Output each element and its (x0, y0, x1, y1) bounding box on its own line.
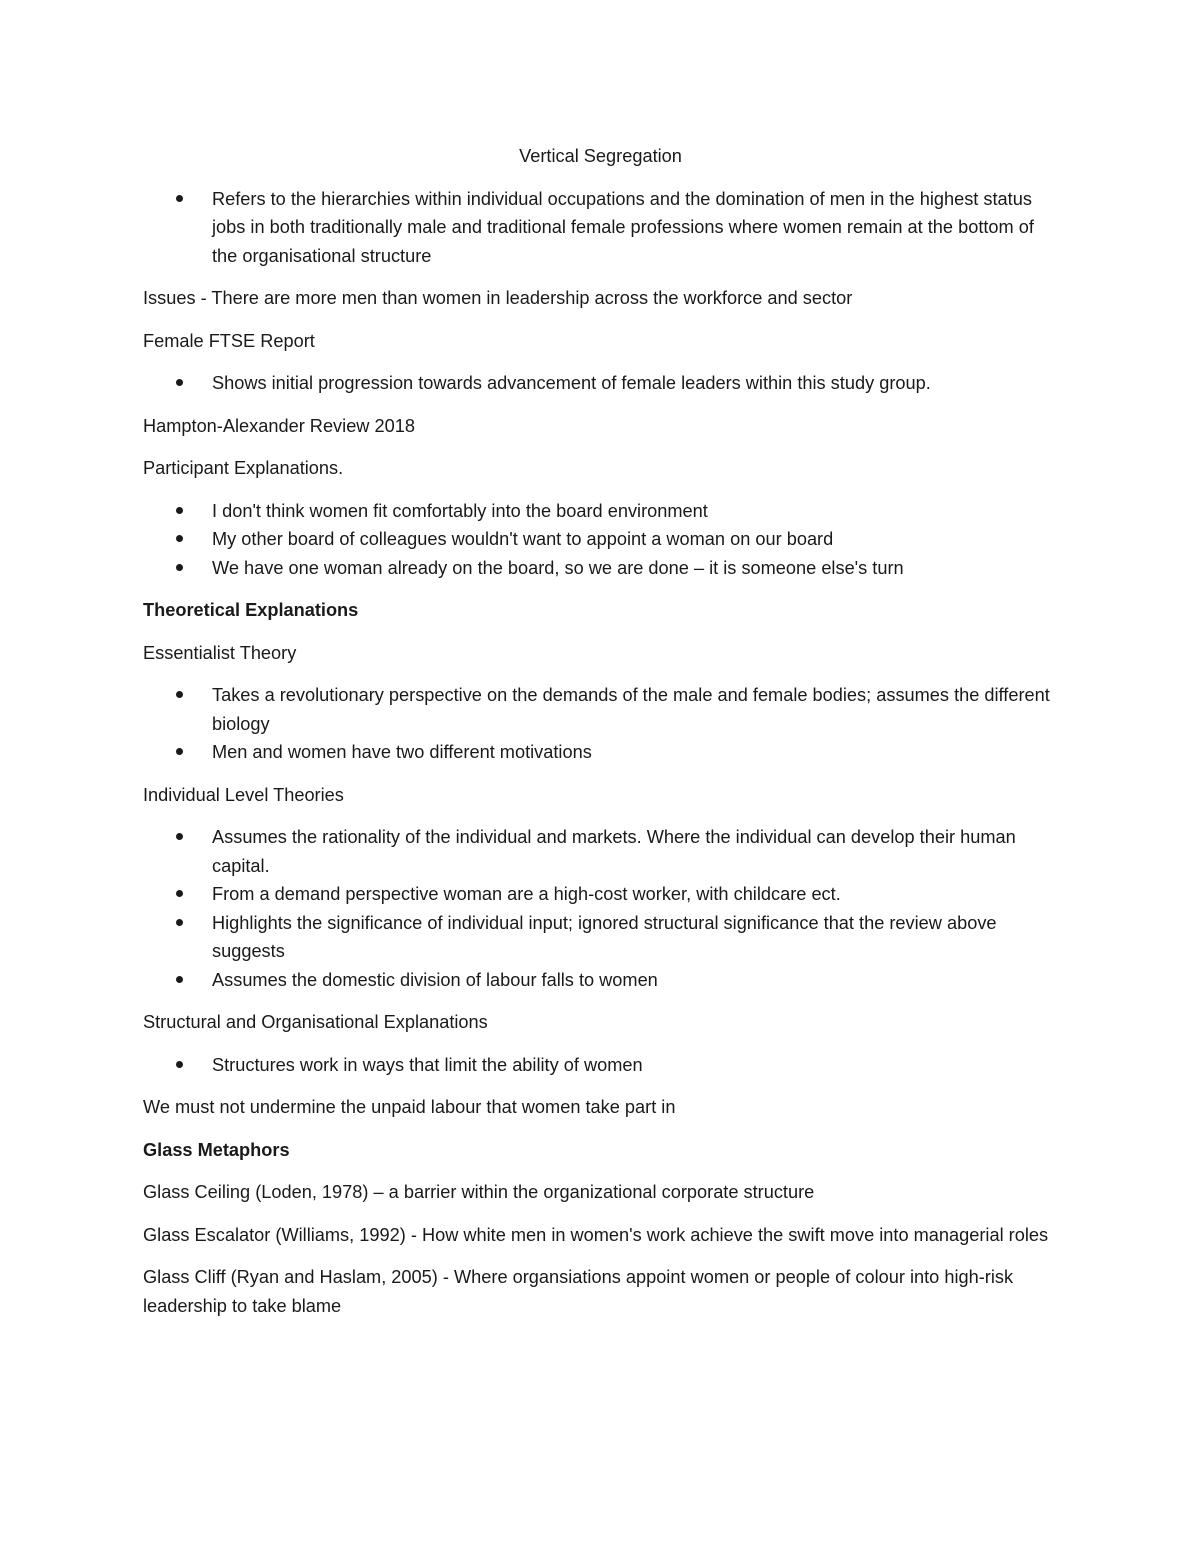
bullet-dot-icon (176, 976, 183, 983)
definition-bullets (143, 185, 1058, 271)
ftse-bullets (143, 369, 1058, 398)
bullet-dot-icon (176, 1061, 183, 1068)
bullet-item: Assumes the domestic division of labour falls to women (143, 966, 1058, 995)
issues-paragraph: Issues - There are more men than women in leadership across the workforce and sector (143, 288, 853, 308)
female-ftse-report-label: Female FTSE Report (143, 330, 315, 351)
bullet-item: From a demand perspective woman are a high-cost worker, with childcare ect. (143, 880, 1058, 909)
bullet-dot-icon (176, 890, 183, 897)
theoretical-explanations-heading: Theoretical Explanations (143, 600, 359, 620)
glass-ceiling-paragraph: Glass Ceiling (Loden, 1978) – a barrier within the organizational corporate structure (143, 1182, 815, 1202)
glass-cliff-paragraph: Glass Cliff (Ryan and Haslam, 2005) - Where organsiations appoint women or people of colour into high-risk leadership to take blame (143, 1267, 1014, 1316)
individual-level-theories-label: Individual Level Theories (143, 784, 344, 805)
structural-explanations-label: Structural and Organisational Explanations (143, 1012, 488, 1032)
bullet-dot-icon (176, 379, 183, 386)
bullet-dot-icon (176, 535, 183, 542)
participant-explanations-label: Participant Explanations. (143, 458, 344, 478)
bullet-dot-icon (176, 691, 183, 698)
hampton-alexander-label: Hampton-Alexander Review 2018 (143, 415, 415, 436)
bullet-dot-icon (176, 748, 183, 755)
bullet-dot-icon (176, 507, 183, 514)
individual-level-bullets (143, 823, 1058, 994)
unpaid-labour-paragraph: We must not undermine the unpaid labour that women take part in (143, 1097, 676, 1117)
glass-escalator-paragraph: Glass Escalator (Williams, 1992) - How white men in women's work achieve the swift move into managerial roles (143, 1224, 1049, 1245)
bullet-item: Shows initial progression towards advancement of female leaders within this study group. (143, 369, 1058, 398)
essentialist-theory-label: Essentialist Theory (143, 642, 297, 663)
essentialist-bullets (143, 681, 1058, 767)
bullet-item: We have one woman already on the board, so we are done – it is someone else's turn (143, 554, 1058, 583)
bullet-item: Men and women have two different motivations (143, 738, 1058, 767)
glass-metaphors-heading: Glass Metaphors (143, 1139, 290, 1160)
bullet-item: Structures work in ways that limit the ability of women (143, 1051, 1058, 1080)
document-title: Vertical Segregation (519, 146, 682, 166)
bullet-item: Refers to the hierarchies within individual occupations and the domination of men in the highest status jobs in both traditionally male and traditional female professions where women remain at the bottom of the organisational structure (143, 185, 1058, 271)
bullet-dot-icon (176, 919, 183, 926)
document-body (143, 142, 1058, 1334)
bullet-item: Highlights the significance of individual input; ignored structural significance that the review above suggests (143, 909, 1058, 966)
bullet-item: Takes a revolutionary perspective on the demands of the male and female bodies; assumes the different biology (143, 681, 1058, 738)
bullet-item: I don't think women fit comfortably into the board environment (143, 497, 1058, 526)
bullet-item: My other board of colleagues wouldn't want to appoint a woman on our board (143, 525, 1058, 554)
bullet-dot-icon (176, 195, 183, 202)
structural-bullets (143, 1051, 1058, 1080)
participant-bullets (143, 497, 1058, 583)
bullet-dot-icon (176, 564, 183, 571)
bullet-item: Assumes the rationality of the individual and markets. Where the individual can develop their human capital. (143, 823, 1058, 880)
bullet-dot-icon (176, 833, 183, 840)
